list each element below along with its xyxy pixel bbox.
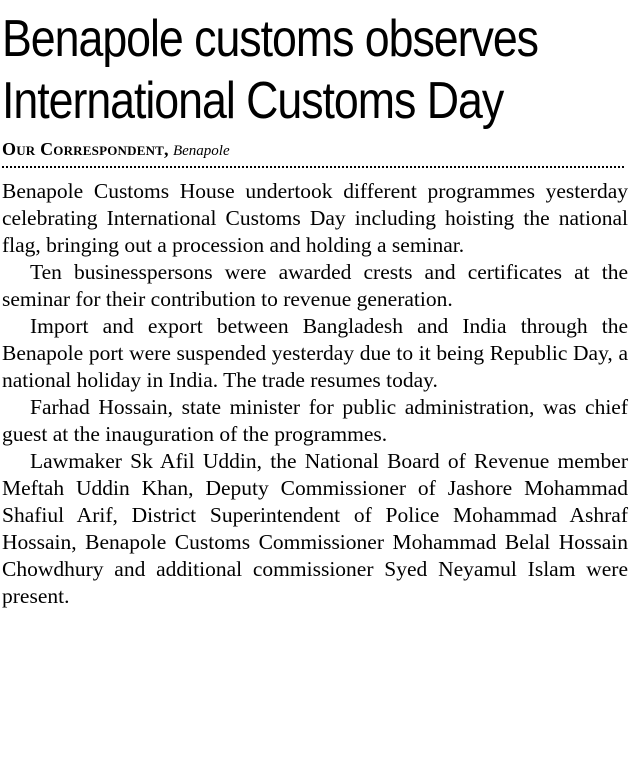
byline-author: Our Correspondent,	[2, 139, 169, 159]
article-body	[2, 178, 628, 610]
headline-line-1: Benapole customs observes	[2, 10, 539, 68]
byline	[2, 138, 628, 162]
dotted-divider	[2, 166, 624, 170]
headline-line-2: International Customs Day	[2, 72, 504, 130]
news-article	[2, 8, 628, 610]
paragraph-4: Farhad Hossain, state minister for public administration, was chief guest at the inauguration of the programmes.	[2, 395, 628, 446]
paragraph-5: Lawmaker Sk Afil Uddin, the National Board of Revenue member Meftah Uddin Khan, Deputy Commissioner of Jashore Mohammad Shafiul Arif, District Superintendent of Police Mohammad Ashraf Hossain, Benapole Customs Commissioner Mohammad Belal Hossain Chowdhury and additional commissioner Syed Neyamul Islam were present.	[2, 449, 628, 608]
byline-location: Benapole	[172, 143, 230, 159]
paragraph-3: Import and export between Bangladesh and India through the Benapole port were suspended yesterday due to it being Republic Day, a national holiday in India. The trade resumes today.	[2, 314, 628, 392]
headline	[2, 8, 629, 132]
paragraph-1: Benapole Customs House undertook different programmes yesterday celebrating International Customs Day including hoisting the national flag, bringing out a procession and holding a seminar.	[2, 179, 628, 257]
paragraph-2: Ten businesspersons were awarded crests and certificates at the seminar for their contribution to revenue generation.	[2, 260, 628, 311]
